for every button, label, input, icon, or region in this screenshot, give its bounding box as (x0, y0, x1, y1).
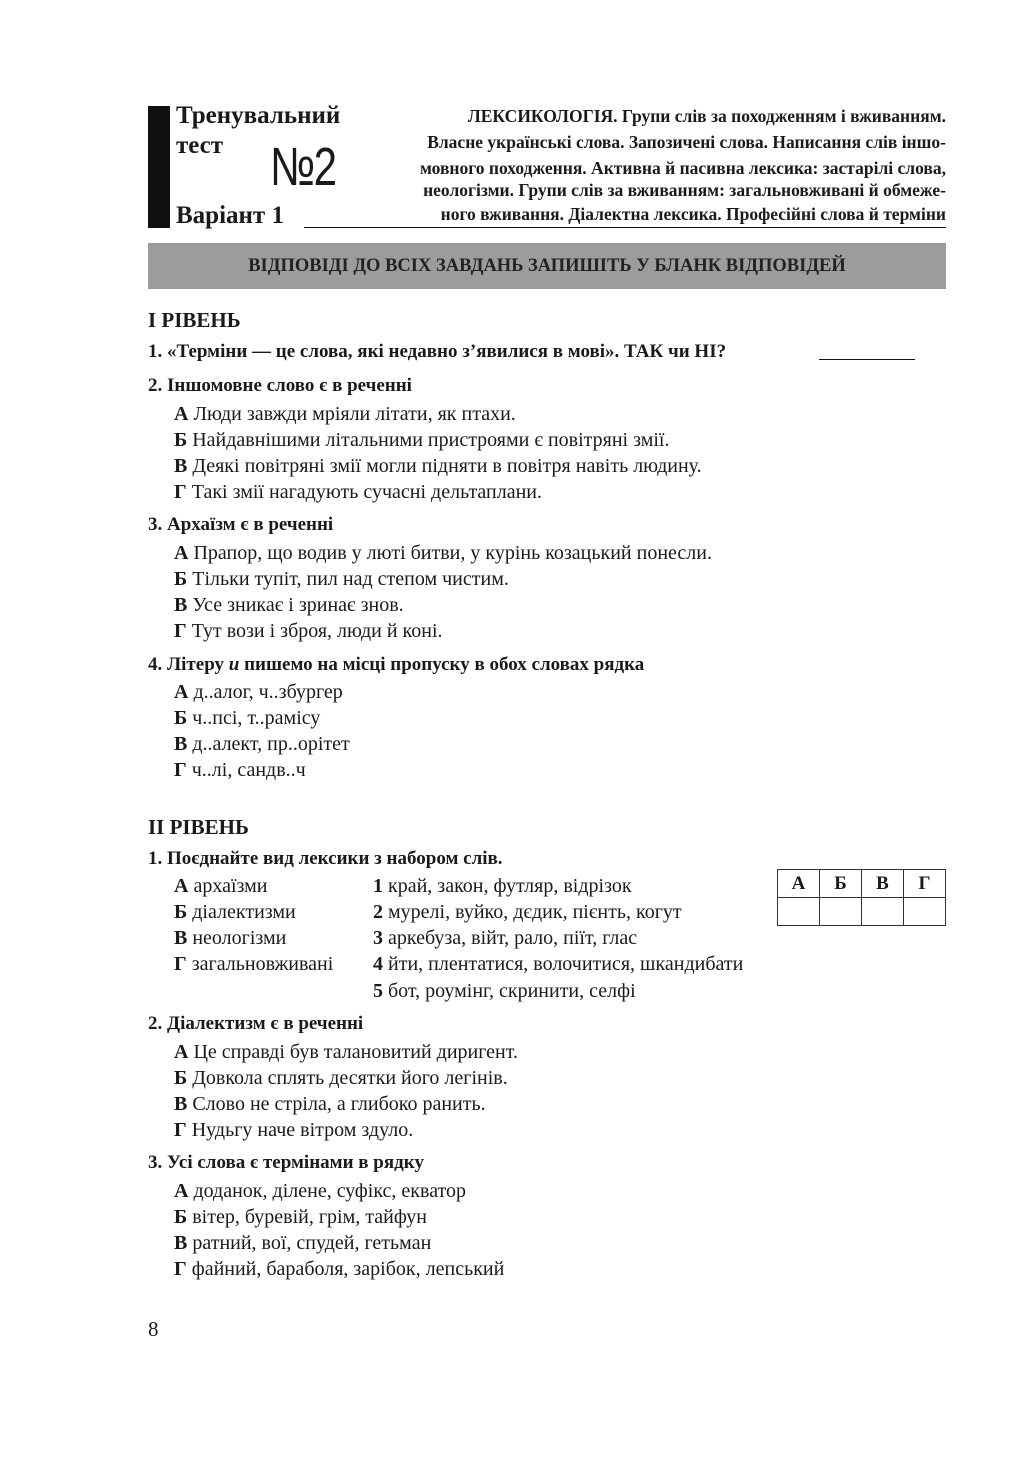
test-type-label-2: тест (176, 132, 224, 159)
grid-answer-cell[interactable] (862, 898, 904, 926)
match-right-item: 2 мурелі, вуйко, дєдик, пієнть, когут (373, 901, 682, 923)
option-d: Г Тут вози і зброя, люди й коні. (174, 620, 443, 642)
question-2-3: 3. Усі слова є термінами в рядку (148, 1152, 424, 1173)
option-b: Б вітер, буревій, грім, тайфун (174, 1206, 427, 1228)
option-c: В ратний, вої, спудей, гетьман (174, 1232, 432, 1254)
topic-line: мовного походження. Активна й пасивна лексика: застарілі слова, (419, 158, 946, 178)
option-a: А доданок, ділене, суфікс, екватор (174, 1180, 467, 1202)
option-d: Г файний, бараболя, зарібок, лепський (174, 1258, 505, 1280)
answer-grid (777, 869, 946, 926)
variant-label: Варіант 1 (176, 202, 284, 229)
option-c: В Деякі повітряні змії могли підняти в повітря навіть людину. (174, 455, 702, 477)
grid-header-b: Б (820, 870, 862, 898)
match-left-item: В неологізми (174, 927, 287, 949)
option-a: А д..алог, ч..збургер (174, 681, 343, 703)
topic-line: ЛЕКСИКОЛОГІЯ. Групи слів за походженням і вживанням. (467, 106, 946, 126)
question-1-3: 3. Архаїзм є в реченні (148, 514, 334, 535)
question-1-1: 1. «Терміни — це слова, які недавно з’явилися в мові». ТАК чи НІ? (148, 341, 727, 362)
option-d: Г Нудьгу наче вітром здуло. (174, 1119, 414, 1141)
option-b: Б Тільки тупіт, пил над степом чистим. (174, 568, 509, 590)
topic-line: ного вживання. Діалектна лексика. Професійні слова й терміни (440, 204, 946, 224)
option-b: Б Найдавнішими літальними пристроями є повітряні змії. (174, 429, 670, 451)
option-c: В Слово не стріла, а глибоко ранить. (174, 1093, 486, 1115)
match-left-item: А архаїзми (174, 875, 268, 897)
level-2-title: ІІ РІВЕНЬ (148, 815, 249, 839)
page-number: 8 (148, 1317, 159, 1341)
option-d: Г ч..лі, сандв..ч (174, 759, 306, 781)
option-c: В Усе зникає і зринає знов. (174, 594, 404, 616)
grid-header-d: Г (904, 870, 946, 898)
match-right-item: 1 край, закон, футляр, відрізок (373, 875, 632, 897)
grid-answer-cell[interactable] (820, 898, 862, 926)
test-type-label: Тренувальний (176, 102, 341, 129)
header-accent-bar (148, 106, 170, 228)
match-left-item: Г загальновживані (174, 953, 334, 975)
match-right-item: 4 йти, плентатися, волочитися, шкандибати (373, 953, 744, 975)
grid-answer-cell[interactable] (778, 898, 820, 926)
match-left-item: Б діалектизми (174, 901, 296, 923)
question-2-2: 2. Діалектизм є в реченні (148, 1013, 364, 1034)
option-b: Б ч..псі, т..рамісу (174, 707, 321, 729)
answer-blank[interactable] (819, 359, 915, 360)
topic-line: Власне українські слова. Запозичені слова. Написання слів іншо- (427, 132, 946, 152)
question-2-1: 1. Поєднайте вид лексики з набором слів. (148, 848, 503, 869)
grid-header-c: В (862, 870, 904, 898)
test-number: №2 (270, 137, 336, 197)
instruction-banner-text: ВІДПОВІДІ ДО ВСІХ ЗАВДАНЬ ЗАПИШІТЬ У БЛАНК ВІДПОВІДЕЙ (248, 256, 846, 276)
option-c: В д..алект, пр..орітет (174, 733, 350, 755)
option-a: А Люди завжди мріяли літати, як птахи. (174, 403, 516, 425)
grid-answer-cell[interactable] (904, 898, 946, 926)
option-a: А Прапор, що водив у люті битви, у курінь козацький понесли. (174, 542, 712, 564)
topic-line: неологізми. Групи слів за вживанням: загальновживані й обмеже- (423, 180, 946, 200)
option-d: Г Такі змії нагадують сучасні дельтаплани. (174, 481, 543, 503)
level-1-title: І РІВЕНЬ (148, 308, 241, 332)
question-1-4: 4. Літеру и пишемо на місці пропуску в обох словах рядка (148, 654, 645, 675)
option-a: А Це справді був талановитий диригент. (174, 1041, 518, 1063)
question-1-2: 2. Іншомовне слово є в реченні (148, 375, 412, 396)
match-right-item: 5 бот, роумінг, скринити, селфі (373, 980, 636, 1002)
grid-header-a: А (778, 870, 820, 898)
option-b: Б Довкола сплять десятки його легінів. (174, 1067, 508, 1089)
match-right-item: 3 аркебуза, війт, рало, піїт, глас (373, 927, 638, 949)
